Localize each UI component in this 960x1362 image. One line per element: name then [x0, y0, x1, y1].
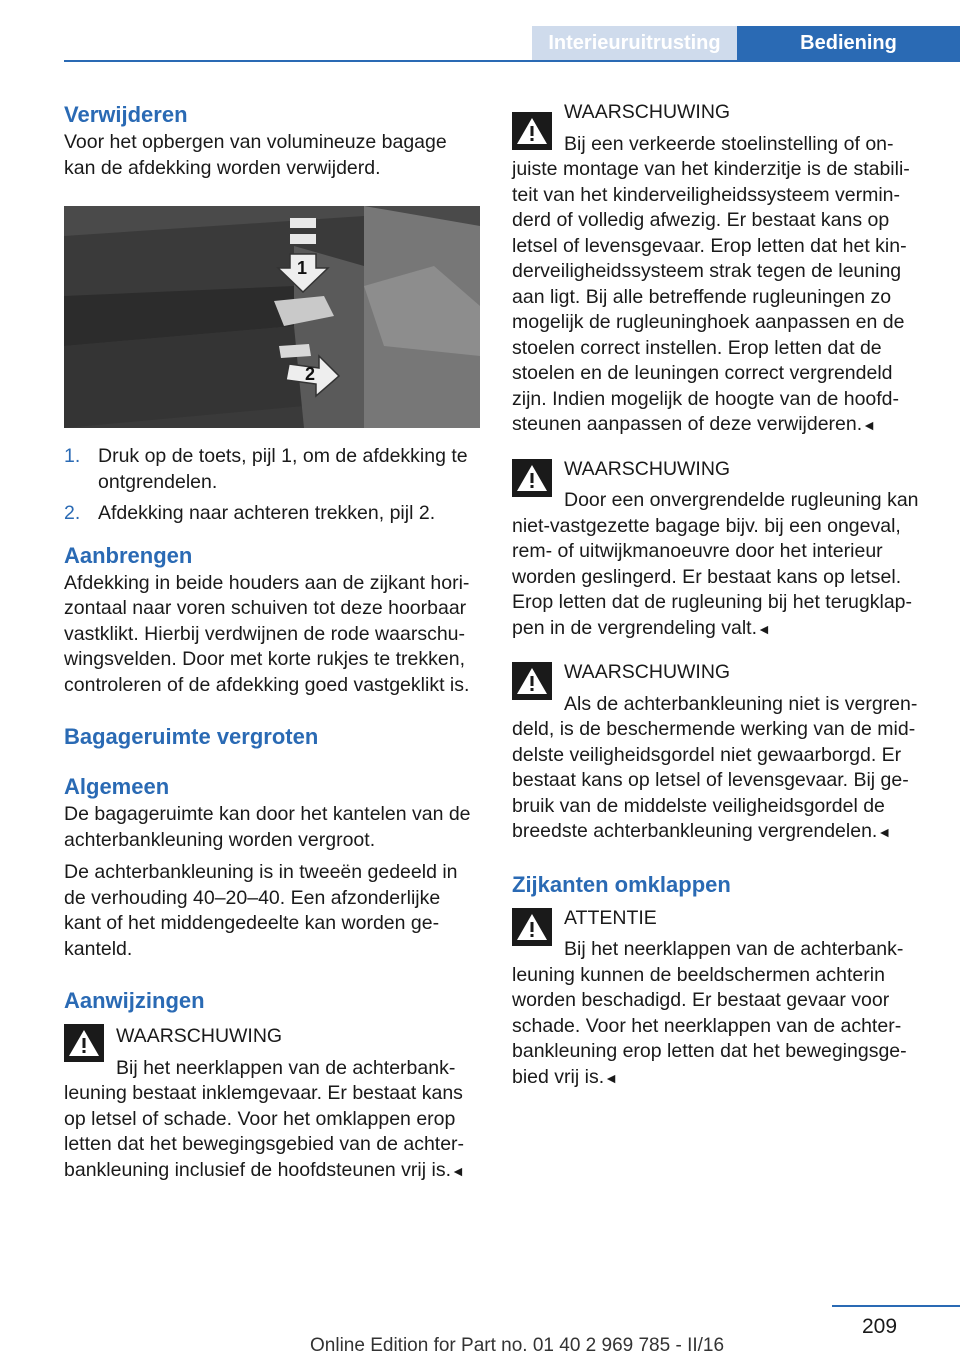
cover-removal-illustration: [64, 206, 480, 428]
attention-icon: [512, 908, 552, 946]
attention-body: [512, 937, 926, 1091]
list-item: [64, 444, 480, 495]
attention-block: [512, 906, 926, 1092]
warning-first-line: Bij een verkeerde stoelinstelling of on-: [564, 132, 894, 155]
figure-arrow-label-2: 2: [305, 364, 316, 384]
footer-rule: [832, 1305, 960, 1307]
header-rule: [64, 60, 960, 62]
warning-text: juiste montage van het kinderzitje is de stabili-teit van het kinderveiligheidssysteem vermin-derd of volledig afwezig. Er bestaat kans op letsel of levensgevaar. Erop letten dat het kin-derveiligheidssysteem strak tegen de leuning aan ligt. Bij alle betreffende rugleuningen zo mogelijk de rugleuninghoek aanpassen en de stoelen correct instellen. Erop letten dat de stoelen en de leuningen correct vergrendeld zijn. Indien mogelijk de hoogte van de hoofd-steunen aanpassen of deze verwijderen.: [512, 158, 910, 435]
warning-body: [64, 1056, 480, 1185]
warning-title: WAARSCHUWING: [564, 457, 731, 480]
remove-heading: Verwijderen: [64, 102, 188, 127]
step-text: Afdekking naar achteren trekken, pijl 2.: [98, 502, 436, 524]
figure-arrow-label-1: 1: [297, 258, 308, 278]
warning-icon: [512, 459, 552, 497]
install-text: Afdekking in beide houders aan de zijkant hori-zontaal naar voren schuiven tot deze hoorbaar vastklikt. Hierbij verdwijnen de rode waarschu-wingsvelden. Door met korte rukjes te trekken, controleren of de afdekking goed vastgeklikt is.: [64, 571, 470, 696]
cover-removal-figure: [64, 206, 480, 428]
warning-text: leuning bestaat inklemgevaar. Er bestaat kans op letsel of schade. Voor het omklappen erop letten dat het bewegingsgebied van de achter-bankleuning inclusief de hoofdsteunen vrij is.: [64, 1082, 465, 1181]
edition-footer: Online Edition for Part no. 01 40 2 969 785 - II/16: [310, 1335, 725, 1356]
steps-list: [64, 444, 480, 527]
remove-text: Voor het opbergen van volumineuze bagage kan de afdekking worden verwijderd.: [64, 131, 447, 179]
end-mark-icon: ◄: [757, 620, 771, 637]
end-mark-icon: ◄: [877, 824, 892, 840]
warning-block: [512, 457, 926, 643]
warning-first-line: Door een onvergrendelde rugleuning kan: [564, 489, 919, 511]
page-number: 209: [862, 1315, 898, 1338]
warning-icon: [64, 1024, 104, 1062]
enlarge-heading: Bagageruimte vergroten: [64, 724, 319, 749]
end-mark-icon: ◄: [862, 417, 877, 433]
end-mark-icon: ◄: [451, 1162, 465, 1179]
warning-title: WAARSCHUWING: [564, 101, 731, 123]
notes-heading: Aanwijzingen: [64, 988, 205, 1013]
warning-text: niet-vastgezette bagage bijv. bij een ongeval, rem- of uitwijkmanoeuvre door het interieur worden geslingerd. Er bestaat kans op letsel. Erop letten dat de rugleuning bij het terugklap-pen in de vergrendeling valt.: [512, 514, 913, 639]
header-section-tab: Interieuruitrusting: [532, 26, 737, 62]
attention-first-line: Bij het neerklappen van de achterbank-: [564, 938, 904, 960]
list-item: [64, 501, 480, 527]
warning-text: deld, is de beschermende werking van de mid-delste veiligheidsgordel niet gewaarborgd. Er bestaat kans op letsel of levensgevaar. Bij ge-bruik van de middelste veiligheidsgordel de breedste achterbankleuning vergrendelen.: [512, 718, 916, 842]
fold-heading: Zijkanten omklappen: [512, 871, 731, 897]
warning-body: [512, 132, 926, 439]
step-number: 2.: [64, 502, 81, 524]
step-number: 1.: [64, 445, 81, 467]
warning-body: [512, 692, 926, 846]
warning-title: WAARSCHUWING: [116, 1025, 283, 1047]
install-heading: Aanbrengen: [64, 542, 193, 568]
general-text-1: De bagageruimte kan door het kantelen van de achterbankleuning worden vergroot.: [64, 803, 471, 851]
end-mark-icon: ◄: [604, 1069, 618, 1086]
attention-text: leuning kunnen de beeldschermen achterin worden beschadigd. Er bestaat gevaar voor schade. Voor het neerklappen van de achter-bankleuning erop letten dat het bewegingsge-bied vrij is.: [512, 963, 907, 1088]
warning-icon: [512, 662, 552, 700]
warning-block: [512, 660, 926, 846]
right-column: [512, 100, 926, 1091]
attention-title: ATTENTIE: [564, 906, 657, 929]
general-text-2: De achterbankleuning is in tweeën gedeeld in de verhouding 40–20–40. Een afzonderlijke kant of het middengedeelte kan worden ge-kanteld.: [64, 861, 458, 960]
warning-icon: [512, 112, 552, 150]
left-column: [64, 100, 480, 1184]
warning-body: [512, 488, 926, 642]
step-text: Druk op de toets, pijl 1, om de afdekking te ontgrendelen.: [98, 445, 468, 493]
warning-first-line: Als de achterbankleuning niet is vergren-: [564, 692, 918, 715]
warning-first-line: Bij het neerklappen van de achterbank-: [116, 1056, 456, 1079]
warning-block: [64, 1024, 480, 1184]
warning-block: [512, 100, 926, 439]
warning-title: WAARSCHUWING: [564, 661, 731, 683]
header-chapter-tab: Bediening: [737, 26, 960, 62]
general-heading: Algemeen: [64, 774, 170, 799]
